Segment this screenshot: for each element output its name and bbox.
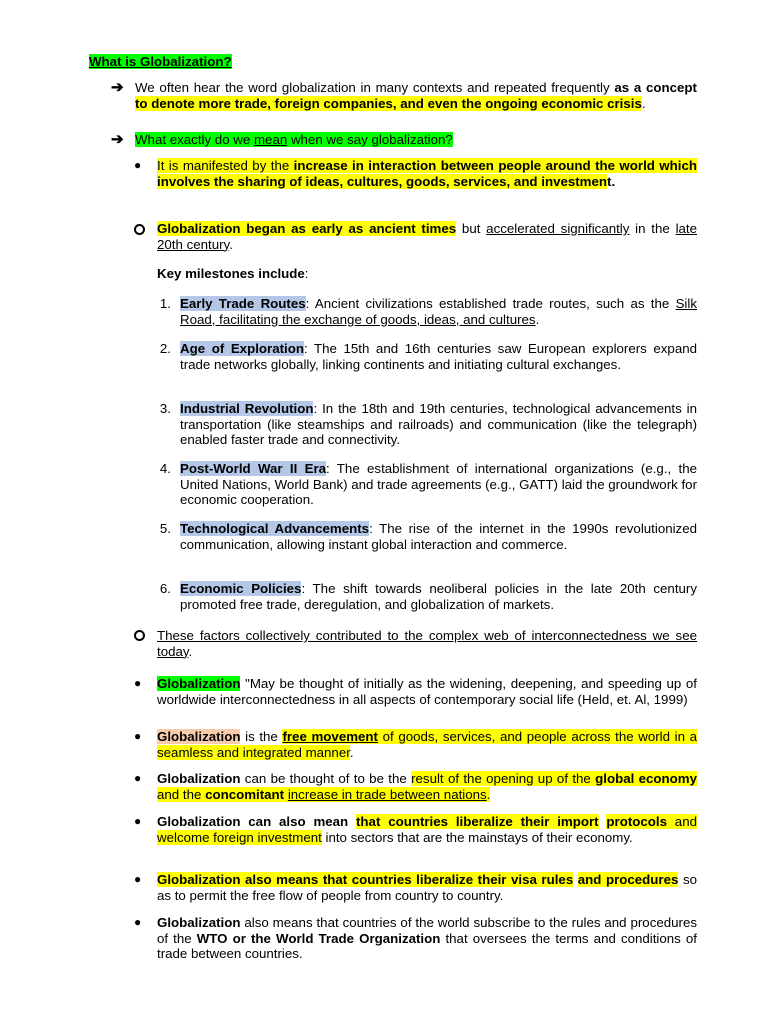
title-text: What is Globalization? [89, 54, 232, 69]
bullet-icon: ● [134, 158, 142, 172]
history-paragraph: Globalization began as early as ancient times but accelerated significantly in the late 20th century. [157, 221, 698, 252]
milestone-item: Early Trade Routes: Ancient civilizations established trade routes, such as the Silk Road, facilitating the exchange of goods, ideas, and cultures. [180, 296, 697, 327]
summary-paragraph: These factors collectively contributed to the complex web of interconnectedness we see today. [157, 628, 697, 659]
bullet-icon: ● [134, 729, 142, 743]
arrow-icon: ➔ [111, 131, 124, 148]
bullet-icon: ● [134, 814, 142, 828]
definition-item: Globalization can also mean that countries liberalize their import protocols and welcome foreign investment into sectors that are the mainstays of their economy. [157, 814, 697, 845]
manifestation-paragraph: It is manifested by the increase in interaction between people around the world which involves the sharing of ideas, cultures, goods, services, and investment. [157, 158, 697, 189]
list-number: 3. [159, 401, 171, 416]
milestone-item: Economic Policies: The shift towards neoliberal policies in the late 20th century promoted free trade, deregulation, and globalization of markets. [180, 581, 697, 612]
definition-item: Globalization also means that countries liberalize their visa rules and procedures so as to permit the free flow of people from country to country. [157, 872, 697, 903]
milestones-heading: Key milestones include: [157, 266, 309, 281]
definition-item: Globalization also means that countries of the world subscribe to the rules and procedures of the WTO or the World Trade Organization that oversees the terms and conditions of trade between countries. [157, 915, 697, 961]
list-number: 6. [159, 581, 171, 596]
arrow-icon: ➔ [111, 79, 124, 96]
milestone-item: Age of Exploration: The 15th and 16th centuries saw European explorers expand trade networks globally, linking continents and initiating cultural exchanges. [180, 341, 698, 372]
definition-item: Globalization "May be thought of initially as the widening, deepening, and speeding up of worldwide interconnectedness in all aspects of contemporary social life (Held, et. Al, 1999) [157, 676, 697, 707]
intro-paragraph: We often hear the word globalization in many contexts and repeated frequently as a concept to denote more trade, foreign companies, and even the ongoing economic crisis. [135, 80, 697, 111]
page-title [89, 54, 232, 70]
question-line: What exactly do we mean when we say globalization? [135, 132, 453, 147]
milestone-item: Industrial Revolution: In the 18th and 19th centuries, technological advancements in transportation (like steamships and railroads) and communication (like the telegraph) enabled faster trade and connectivity. [180, 401, 697, 447]
bullet-icon: ● [134, 872, 142, 886]
list-number: 5. [159, 521, 171, 536]
circle-bullet-icon [134, 628, 145, 641]
list-number: 2. [159, 341, 171, 356]
bullet-icon: ● [134, 771, 142, 785]
milestone-item: Post-World War II Era: The establishment of international organizations (e.g., the United Nations, World Bank) and trade agreements (e.g., GATT) laid the groundwork for economic cooperation. [180, 461, 698, 507]
list-number: 1. [159, 296, 171, 311]
list-number: 4. [159, 461, 171, 476]
definition-item: Globalization can be thought of to be the result of the opening up of the global economy and the concomitant increase in trade between nations. [157, 771, 697, 802]
circle-bullet-icon [134, 222, 145, 235]
definition-item: Globalization is the free movement of goods, services, and people across the world in a seamless and integrated manner. [157, 729, 698, 760]
bullet-icon: ● [134, 915, 142, 929]
milestone-item: Technological Advancements: The rise of the internet in the 1990s revolutionized communication, allowing instant global interaction and commerce. [180, 521, 698, 552]
bullet-icon: ● [134, 676, 142, 690]
